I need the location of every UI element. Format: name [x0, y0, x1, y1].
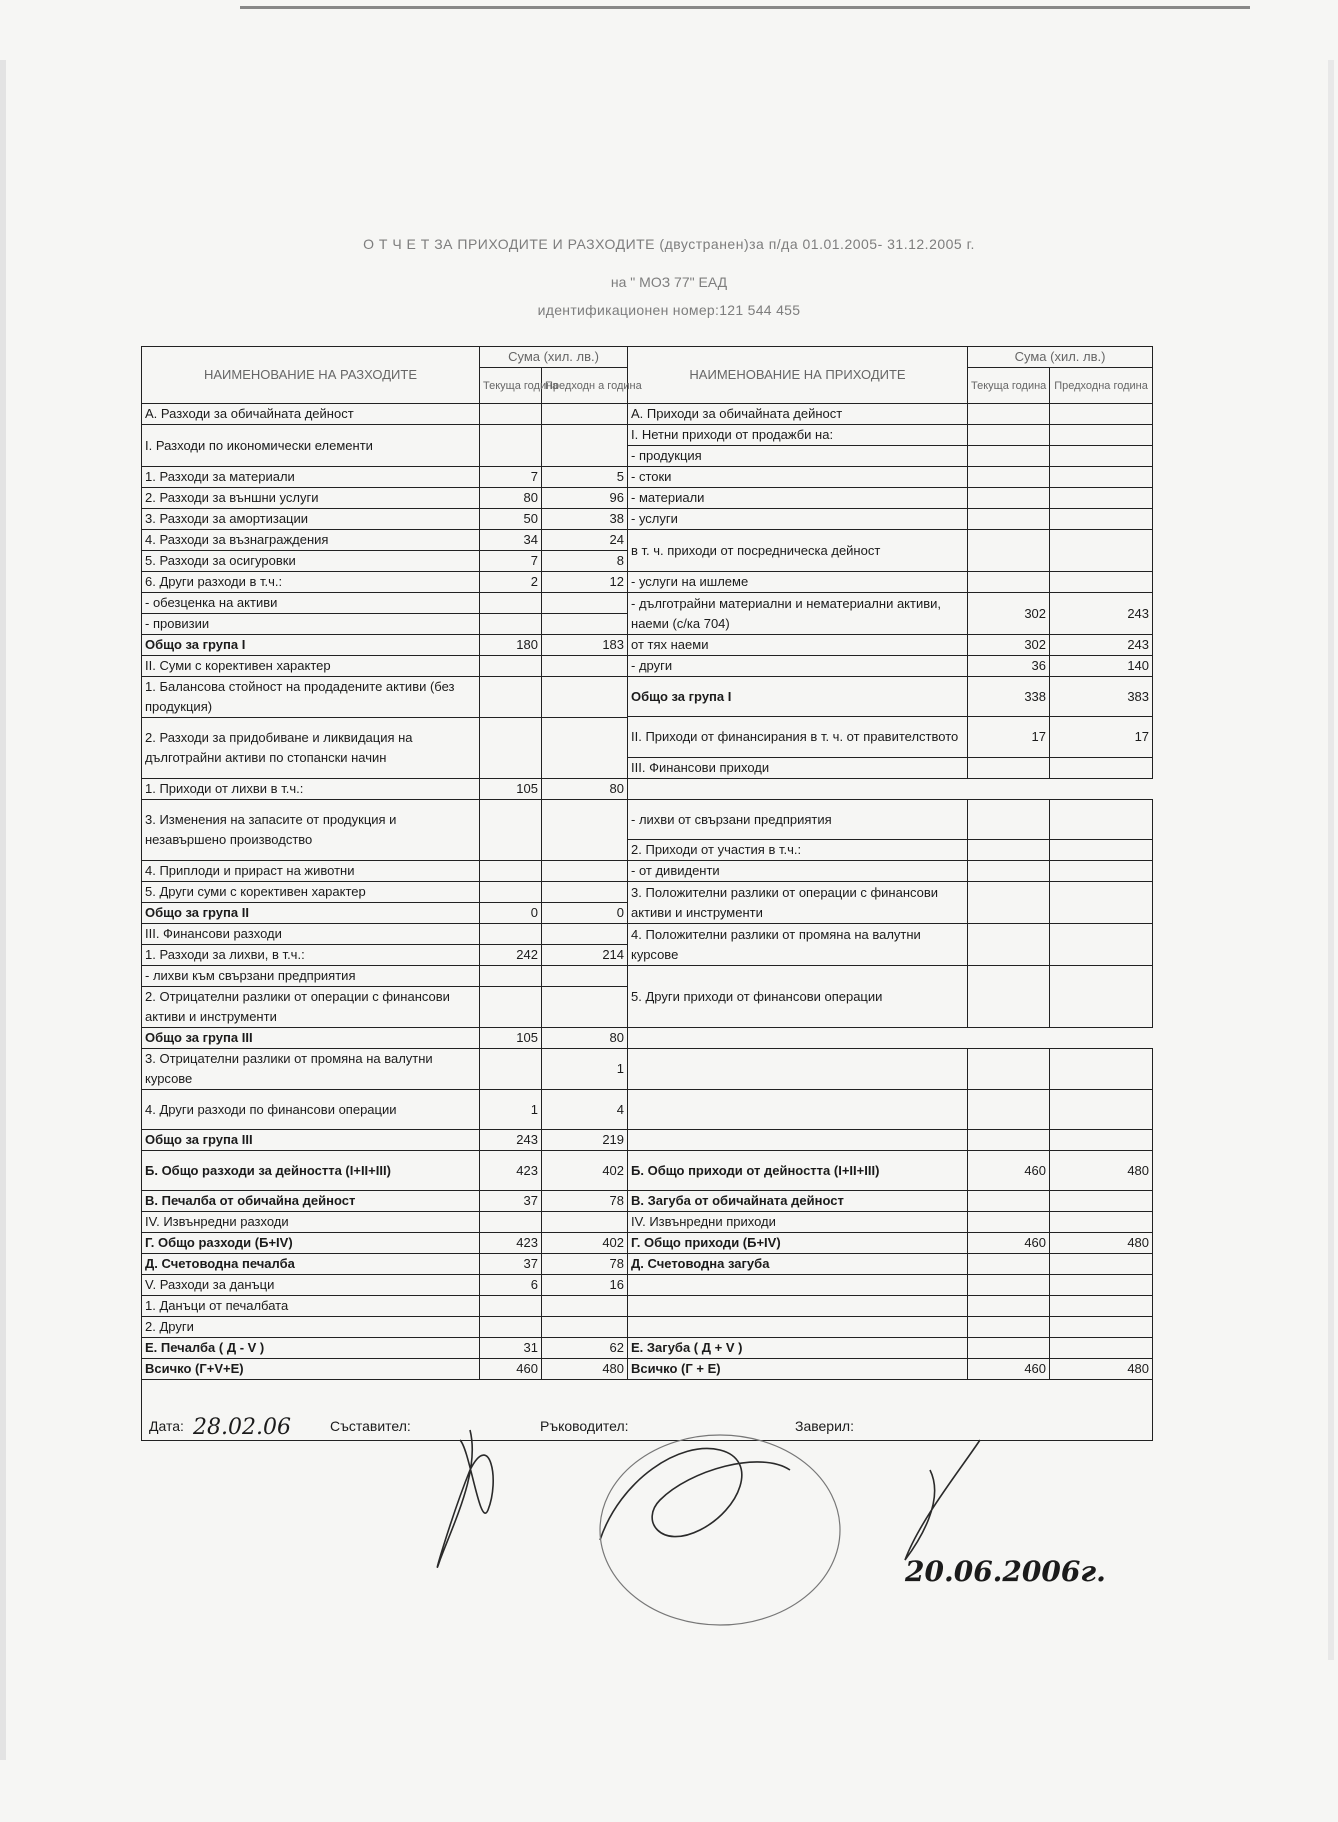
expense-label: 2. Разходи за придобиване и ликвидация на дълготрайни активи по стопански начин: [142, 718, 480, 779]
expense-previous: 62: [542, 1338, 628, 1359]
expense-label: Б. Общо разходи за дейността (I+II+III): [142, 1151, 480, 1191]
expense-current: 34: [480, 530, 542, 551]
date-value: 28.02.06: [193, 1415, 291, 1440]
income-label: А. Приходи за обичайната дейност: [628, 404, 968, 425]
income-previous: 17: [1050, 717, 1153, 758]
income-current: 105: [480, 1028, 542, 1049]
income-previous: 80: [542, 779, 628, 800]
manager-label: Ръководител:: [540, 1418, 629, 1434]
certifier-signature: [905, 1440, 980, 1560]
expense-label: 4. Разходи за възнаграждения: [142, 530, 480, 551]
expense-previous: 402: [542, 1233, 628, 1254]
expense-previous: 1: [542, 1049, 628, 1090]
certification-date: 20.06.2006г.: [905, 1555, 1106, 1588]
expense-previous: 38: [542, 509, 628, 530]
income-label: - от дивиденти: [628, 861, 968, 882]
expense-previous: 183: [542, 635, 628, 656]
income-current: 338: [968, 677, 1050, 717]
expense-label: IV. Извънредни разходи: [142, 1212, 480, 1233]
expense-label: Общо за група II: [142, 903, 480, 924]
expense-current: 423: [480, 1151, 542, 1191]
compiler-signature: [437, 1430, 493, 1567]
expense-label: - провизии: [142, 614, 480, 635]
expense-previous: 96: [542, 488, 628, 509]
expense-label: 5. Други суми с корективен характер: [142, 882, 480, 903]
income-current: 460: [968, 1233, 1050, 1254]
expense-label: 2. Други: [142, 1317, 480, 1338]
id-number: идентификационен номер:121 544 455: [537, 302, 801, 318]
expense-current: 37: [480, 1191, 542, 1212]
expense-current: 50: [480, 509, 542, 530]
expense-label: 4. Приплоди и прираст на животни: [142, 861, 480, 882]
expense-label: 1. Разходи за материали: [142, 467, 480, 488]
expense-label: 4. Други разходи по финансови операции: [142, 1090, 480, 1130]
income-label: Общо за група I: [628, 677, 968, 717]
expense-label: V. Разходи за данъци: [142, 1275, 480, 1296]
report-title: О Т Ч Е Т ЗА ПРИХОДИТЕ И РАЗХОДИТЕ (двустранен)за п/да 01.01.2005- 31.12.2005 г.: [363, 236, 975, 252]
expense-previous: 0: [542, 903, 628, 924]
expense-label: 3. Отрицателни разлики от промяна на валутни курсове: [142, 1049, 480, 1090]
income-label: Всичко (Г + Е): [628, 1359, 968, 1380]
expense-previous: 5: [542, 467, 628, 488]
income-label: - стоки: [628, 467, 968, 488]
income-label: от тях наеми: [628, 635, 968, 656]
expense-label: В. Печалба от обичайна дейност: [142, 1191, 480, 1212]
income-previous: 480: [1050, 1233, 1153, 1254]
expenses-name-header: НАИМЕНОВАНИЕ НА РАЗХОДИТЕ: [142, 347, 480, 404]
income-label: I. Нетни приходи от продажби на:: [628, 425, 968, 446]
income-label: 2. Приходи от участия в т.ч.:: [628, 840, 968, 861]
income-current: 460: [968, 1151, 1050, 1191]
sum-header-left: Сума (хил. лв.): [480, 347, 628, 368]
previous-year-header-right: Предходна година: [1050, 368, 1153, 404]
previous-year-header-left: Предходн а година: [542, 368, 628, 404]
certified-label: Заверил:: [795, 1418, 854, 1434]
income-current: 36: [968, 656, 1050, 677]
expense-label: 3. Изменения на запасите от продукция и незавършено производство: [142, 800, 480, 861]
manager-signature: [600, 1448, 790, 1540]
expense-previous: 16: [542, 1275, 628, 1296]
expense-current: 242: [480, 945, 542, 966]
income-label: 3. Положителни разлики от операции с финансови активи и инструменти: [628, 882, 968, 924]
expense-label: Всичко (Г+V+Е): [142, 1359, 480, 1380]
income-current: 105: [480, 779, 542, 800]
expense-label: 2. Отрицателни разлики от операции с финансови активи и инструменти: [142, 987, 480, 1028]
income-label: - дълготрайни материални и нематериални активи, наеми (с/ка 704): [628, 593, 968, 635]
income-label: Г. Общо приходи (Б+IV): [628, 1233, 968, 1254]
expense-label: 3. Разходи за амортизации: [142, 509, 480, 530]
income-current: 302: [968, 593, 1050, 635]
expense-previous: 8: [542, 551, 628, 572]
current-year-header-right: Текуща година: [968, 368, 1050, 404]
expense-label: 5. Разходи за осигуровки: [142, 551, 480, 572]
expense-previous: 214: [542, 945, 628, 966]
income-label: - материали: [628, 488, 968, 509]
income-current: 17: [968, 717, 1050, 758]
expense-current: 243: [480, 1130, 542, 1151]
income-label: В. Загуба от обичайната дейност: [628, 1191, 968, 1212]
income-label: - лихви от свързани предприятия: [628, 800, 968, 840]
expense-previous: 480: [542, 1359, 628, 1380]
income-label: Д. Счетоводна загуба: [628, 1254, 968, 1275]
income-current: 302: [968, 635, 1050, 656]
expense-current: 7: [480, 551, 542, 572]
income-label: 5. Други приходи от финансови операции: [628, 966, 968, 1028]
date-label: Дата:: [149, 1418, 184, 1434]
expense-current: 7: [480, 467, 542, 488]
expense-label: 2. Разходи за външни услуги: [142, 488, 480, 509]
income-label: III. Финансови приходи: [628, 758, 968, 779]
expense-previous: 78: [542, 1191, 628, 1212]
expense-label: 1. Балансова стойност на продадените активи (без продукция): [142, 677, 480, 718]
income-previous: 480: [1050, 1151, 1153, 1191]
expense-label: Общо за група III: [142, 1130, 480, 1151]
income-label: - услуги: [628, 509, 968, 530]
expense-label: 6. Други разходи в т.ч.:: [142, 572, 480, 593]
income-previous: 80: [542, 1028, 628, 1049]
expense-label: 1. Разходи за лихви, в т.ч.:: [142, 945, 480, 966]
income-label: IV. Извънредни приходи: [628, 1212, 968, 1233]
expense-label: - обезценка на активи: [142, 593, 480, 614]
expense-previous: 78: [542, 1254, 628, 1275]
income-label: - други: [628, 656, 968, 677]
expense-current: 180: [480, 635, 542, 656]
expense-current: 0: [480, 903, 542, 924]
expense-label: Е. Печалба ( Д - V ): [142, 1338, 480, 1359]
expense-previous: 4: [542, 1090, 628, 1130]
expense-label: III. Финансови разходи: [142, 924, 480, 945]
income-previous: 243: [1050, 593, 1153, 635]
expense-current: 2: [480, 572, 542, 593]
expense-label: - лихви към свързани предприятия: [142, 966, 480, 987]
expense-label: А. Разходи за обичайната дейност: [142, 404, 480, 425]
income-current: 460: [968, 1359, 1050, 1380]
sum-header-right: Сума (хил. лв.): [968, 347, 1153, 368]
income-label: - продукция: [628, 446, 968, 467]
expense-current: 423: [480, 1233, 542, 1254]
income-label: Е. Загуба ( Д + V ): [628, 1338, 968, 1359]
current-year-header-left: Текуща година: [480, 368, 542, 404]
compiler-label: Съставител:: [330, 1418, 411, 1434]
expense-previous: 402: [542, 1151, 628, 1191]
round-stamp: [600, 1435, 840, 1625]
expense-current: 37: [480, 1254, 542, 1275]
company-name: на " МОЗ 77" ЕАД: [610, 274, 728, 290]
expense-current: 1: [480, 1090, 542, 1130]
expense-label: I. Разходи по икономически елементи: [142, 425, 480, 467]
income-label: - услуги на ишлеме: [628, 572, 968, 593]
income-label: 4. Положителни разлики от промяна на валутни курсове: [628, 924, 968, 966]
income-previous: 480: [1050, 1359, 1153, 1380]
expense-label: Общо за група I: [142, 635, 480, 656]
expense-current: 6: [480, 1275, 542, 1296]
expense-current: 80: [480, 488, 542, 509]
income-label: Общо за група III: [142, 1028, 480, 1049]
income-name-header: НАИМЕНОВАНИЕ НА ПРИХОДИТЕ: [628, 347, 968, 404]
expense-label: Г. Общо разходи (Б+IV): [142, 1233, 480, 1254]
expense-previous: 12: [542, 572, 628, 593]
income-previous: 383: [1050, 677, 1153, 717]
income-previous: 140: [1050, 656, 1153, 677]
expense-label: II. Суми с корективен характер: [142, 656, 480, 677]
expense-current: 31: [480, 1338, 542, 1359]
income-label: Б. Общо приходи от дейността (I+II+III): [628, 1151, 968, 1191]
income-label: в т. ч. приходи от посредническа дейност: [628, 530, 968, 572]
expense-label: 1. Данъци от печалбата: [142, 1296, 480, 1317]
expense-previous: 24: [542, 530, 628, 551]
expense-label: Д. Счетоводна печалба: [142, 1254, 480, 1275]
income-label: 1. Приходи от лихви в т.ч.:: [142, 779, 480, 800]
expense-previous: 219: [542, 1130, 628, 1151]
income-previous: 243: [1050, 635, 1153, 656]
income-label: II. Приходи от финансирания в т. ч. от правителството: [628, 717, 968, 758]
expense-current: 460: [480, 1359, 542, 1380]
